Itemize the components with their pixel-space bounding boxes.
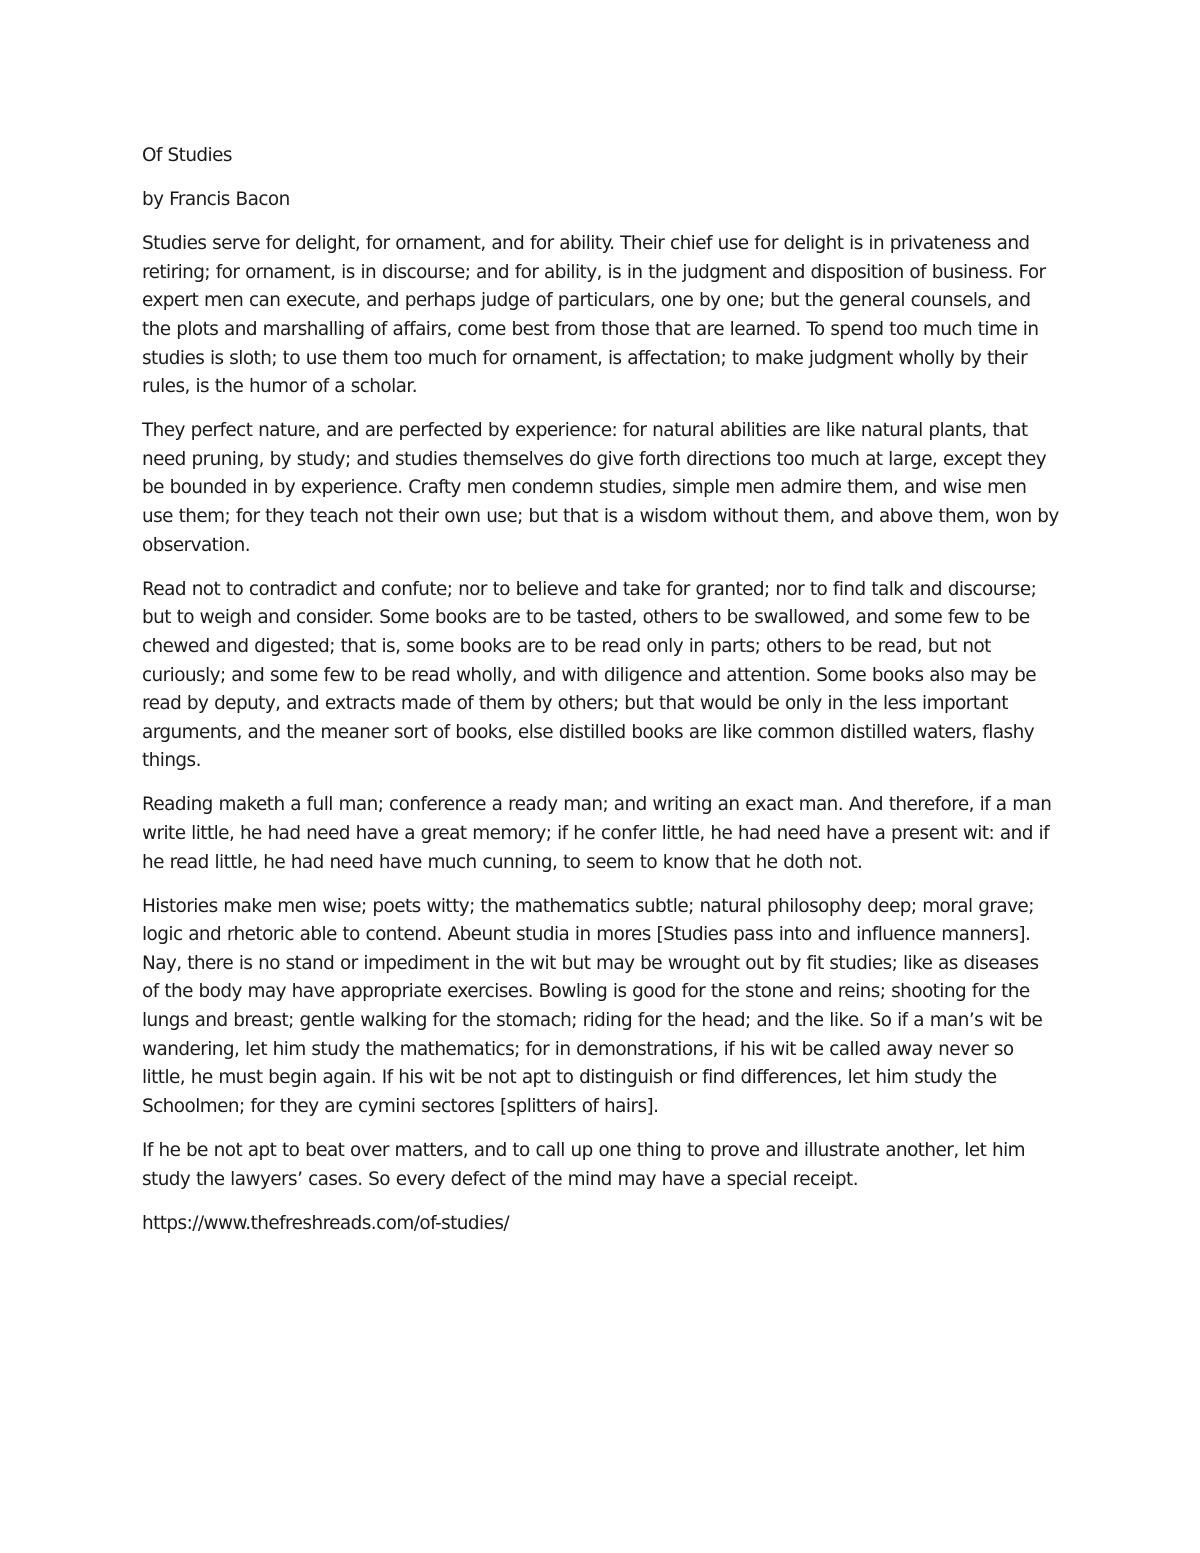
paragraph-5: Histories make men wise; poets witty; the mathematics subtle; natural philosophy deep; moral grave; logic and rhetoric able to contend. Abeunt studia in mores [Studies pass into and influence manners]. Nay, there is no stand or impediment in the wit but may be wrought out by fit studies; like as diseases of the body may have appropriate exercises. Bowling is good for the stone and reins; shooting for the lungs and breast; gentle walking for the stomach; riding for the head; and the like. So if a man’s wit be wandering, let him study the mathematics; for in demonstrations, if his wit be called away never so little, he must begin again. If his wit be not apt to distinguish or find differences, let him study the Schoolmen; for they are cymini sectores [splitters of hairs]. <box>142 895 1043 1117</box>
paragraph-3: Read not to contradict and confute; nor to believe and take for granted; nor to find talk and discourse; but to weigh and consider. Some books are to be tasted, others to be swallowed, and some few to be chewed and digested; that is, some books are to be read only in parts; others to be read, but not curiously; and some few to be read wholly, and with diligence and attention. Some books also may be read by deputy, and extracts made of them by others; but that would be only in the less important arguments, and the meaner sort of books, else distilled books are like common distilled waters, flashy things. <box>142 578 1037 772</box>
paragraph-2: They perfect nature, and are perfected by experience: for natural abilities are like natural plants, that need pruning, by study; and studies themselves do give forth directions too much at large, except they be bounded in by experience. Crafty men condemn studies, simple men admire them, and wise men use them; for they teach not their own use; but that is a wisdom without them, and above them, won by observation. <box>142 420 1059 556</box>
paragraph-4: Reading maketh a full man; conference a ready man; and writing an exact man. And therefore, if a man write little, he had need have a great memory; if he confer little, he had need have a present wit: and if he read little, he had need have much cunning, to seem to know that he doth not. <box>142 794 1052 873</box>
source-url: https://www.thefreshreads.com/of-studies/ <box>142 1212 510 1234</box>
paragraph-6: If he be not apt to beat over matters, and to call up one thing to prove and illustrate another, let him study the lawyers’ cases. So every defect of the mind may have a special receipt. <box>142 1139 1026 1190</box>
paragraph-1: Studies serve for delight, for ornament, and for ability. Their chief use for delight is in privateness and retiring; for ornament, is in discourse; and for ability, is in the judgment and disposition of business. For expert men can execute, and perhaps judge of particulars, one by one; but the general counsels, and the plots and marshalling of affairs, come best from those that are learned. To spend too much time in studies is sloth; to use them too much for ornament, is affectation; to make judgment wholly by their rules, is the humor of a scholar. <box>142 233 1046 398</box>
document-title: Of Studies <box>142 145 232 166</box>
document-author: by Francis Bacon <box>142 189 290 211</box>
